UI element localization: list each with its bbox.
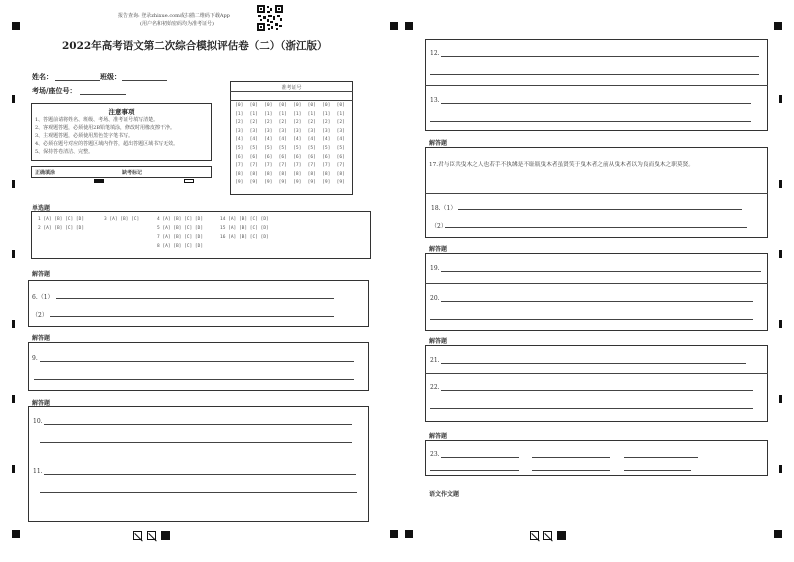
q20-divider <box>425 283 768 284</box>
exam-id-digit-bubble[interactable]: [6] <box>264 154 273 160</box>
exam-id-digit-bubble[interactable]: [7] <box>249 163 258 169</box>
timing-mark <box>779 465 782 473</box>
left-section-label-1: 解答题 <box>32 271 51 278</box>
q18-part2-label: （2） <box>431 223 447 230</box>
timing-mark <box>12 95 15 103</box>
notes-title: 注意事项 <box>108 108 135 116</box>
mc-question-row[interactable]: 16 [A] [B] [C] [D] <box>220 235 269 240</box>
q21-q22-answer-box[interactable] <box>425 345 768 422</box>
mc-section-label: 单选题 <box>32 205 51 212</box>
exam-id-digit-bubble[interactable]: [1] <box>278 111 287 117</box>
exam-id-digit-bubble[interactable]: [4] <box>249 137 258 143</box>
exam-id-digit-bubble[interactable]: [1] <box>293 111 302 117</box>
exam-id-digit-bubble[interactable]: [4] <box>307 137 316 143</box>
q6-part1-line[interactable] <box>56 298 334 299</box>
exam-id-digit-bubble[interactable]: [5] <box>336 145 345 151</box>
q18-part1-line[interactable] <box>458 209 742 210</box>
exam-id-digit-bubble[interactable]: [2] <box>264 120 273 126</box>
exam-id-digit-bubble[interactable]: [6] <box>307 154 316 160</box>
page-id-slash-mark <box>133 531 142 540</box>
exam-id-digit-bubble[interactable]: [0] <box>293 103 302 108</box>
mc-question-row[interactable]: 2 [A] [B] [C] [D] <box>38 226 85 231</box>
exam-id-column[interactable] <box>305 102 320 188</box>
q22-line-2[interactable] <box>430 408 753 409</box>
right-section-label-5: 语文作文题 <box>429 491 460 498</box>
exam-id-digit-bubble[interactable]: [5] <box>307 145 316 151</box>
room-label: 考场/座位号： <box>32 86 77 95</box>
exam-id-digit-bubble[interactable]: [5] <box>249 145 258 151</box>
exam-id-digit-bubble[interactable]: [7] <box>293 163 302 169</box>
notes-item-1: 1、答题前请将姓名、班级、考场、准考证号填写清楚。 <box>35 117 159 123</box>
page-id-slash-mark <box>543 531 552 540</box>
exam-id-column[interactable] <box>334 102 349 188</box>
absent-mark-box[interactable] <box>184 170 194 189</box>
exam-id-digit-bubble[interactable]: [5] <box>322 145 331 151</box>
exam-id-column[interactable] <box>232 102 247 188</box>
corner-mark-mid-left <box>390 22 398 30</box>
exam-id-digit-bubble[interactable]: [5] <box>235 145 244 151</box>
exam-id-digit-bubble[interactable]: [9] <box>293 180 302 186</box>
mc-question-row[interactable]: 3 [A] [B] [C] <box>104 217 140 222</box>
q23-blank-1[interactable] <box>441 457 519 458</box>
exam-id-digit-bubble[interactable]: [3] <box>235 128 244 134</box>
exam-id-column[interactable] <box>290 102 305 188</box>
exam-id-digit-bubble[interactable]: [9] <box>235 180 244 186</box>
right-section-label-3: 解答题 <box>429 338 448 345</box>
q6-part1-label: 6.（1） <box>32 294 54 301</box>
class-label: 班级： <box>100 72 121 81</box>
q21-line[interactable] <box>441 363 746 364</box>
mc-question-row[interactable]: 4 [A] [B] [C] [D] <box>157 217 204 222</box>
exam-id-digit-bubble[interactable]: [8] <box>336 171 345 177</box>
exam-id-digit-bubble[interactable]: [6] <box>278 154 287 160</box>
exam-id-digit-bubble[interactable]: [8] <box>307 171 316 177</box>
exam-id-digit-bubble[interactable]: [2] <box>322 120 331 126</box>
page-id-slash-mark <box>147 531 156 540</box>
exam-id-digit-bubble[interactable]: [7] <box>235 163 244 169</box>
exam-id-digit-bubble[interactable]: [3] <box>322 128 331 134</box>
corner-mark-mid-bottom-right <box>405 530 413 538</box>
exam-id-digit-bubble[interactable]: [3] <box>278 128 287 134</box>
notes-item-3: 3、主观题答题，必须使用黑色签字笔书写。 <box>35 133 134 139</box>
exam-id-digit-bubble[interactable]: [2] <box>336 120 345 126</box>
q12-line-2[interactable] <box>430 74 759 75</box>
exam-id-digit-bubble[interactable]: [2] <box>307 120 316 126</box>
exam-id-digit-bubble[interactable]: [6] <box>293 154 302 160</box>
exam-id-digit-bubble[interactable]: [7] <box>264 163 273 169</box>
timing-mark <box>12 320 15 328</box>
q13-line-2[interactable] <box>430 121 751 122</box>
q10-line-1[interactable] <box>44 424 352 425</box>
exam-id-digit-bubble[interactable]: [8] <box>264 171 273 177</box>
qr-code-icon <box>257 5 283 31</box>
report-notice-line1: 报告查询: 登录zhixue.com或扫描二维码下载App <box>118 13 230 19</box>
timing-mark <box>779 250 782 258</box>
page-id-slash-mark <box>530 531 539 540</box>
timing-mark <box>12 465 15 473</box>
exam-id-digit-bubble[interactable]: [8] <box>322 171 331 177</box>
exam-id-digit-bubble[interactable]: [0] <box>264 103 273 108</box>
exam-id-digit-bubble[interactable]: [3] <box>264 128 273 134</box>
exam-id-digit-bubble[interactable]: [4] <box>264 137 273 143</box>
exam-id-digit-bubble[interactable]: [6] <box>322 154 331 160</box>
fill-sample-box <box>31 166 212 178</box>
exam-id-digit-bubble[interactable]: [0] <box>249 103 258 108</box>
exam-id-digit-bubble[interactable]: [4] <box>278 137 287 143</box>
exam-id-digit-bubble[interactable]: [7] <box>322 163 331 169</box>
corner-mark-mid-right <box>405 22 413 30</box>
q11-line-1[interactable] <box>44 474 356 475</box>
exam-id-digit-bubble[interactable]: [8] <box>293 171 302 177</box>
right-section-label-2: 解答题 <box>429 246 448 253</box>
corner-mark-bottom-right <box>774 530 782 538</box>
exam-id-digit-bubble[interactable]: [0] <box>307 103 316 108</box>
q6-part2-line[interactable] <box>50 316 334 317</box>
exam-id-digit-bubble[interactable]: [8] <box>235 171 244 177</box>
exam-id-digit-bubble[interactable]: [1] <box>235 111 244 117</box>
exam-id-digit-bubble[interactable]: [6] <box>336 154 345 160</box>
room-field[interactable] <box>80 94 126 95</box>
exam-id-digit-bubble[interactable]: [1] <box>307 111 316 117</box>
q23-blank-2[interactable] <box>532 457 610 458</box>
notes-item-4: 4、必须在题号对应的答题区域内作答，超出答题区域书写无效。 <box>35 141 179 147</box>
mc-question-row[interactable]: 8 [A] [B] [C] [D] <box>157 244 204 249</box>
q11-line-2[interactable] <box>40 492 357 493</box>
report-notice-line2: (用户名和初始密码均为准考证号) <box>140 21 214 27</box>
exam-id-digit-bubble[interactable]: [9] <box>336 180 345 186</box>
q9-label: 9. <box>32 355 38 362</box>
exam-id-digit-bubble[interactable]: [0] <box>336 103 345 108</box>
left-section-label-2: 解答题 <box>32 335 51 342</box>
right-section-label-1: 解答题 <box>429 140 448 147</box>
q23-blank-6[interactable] <box>624 470 691 471</box>
exam-id-digit-bubble[interactable]: [1] <box>322 111 331 117</box>
exam-id-digit-bubble[interactable]: [1] <box>249 111 258 117</box>
exam-id-digit-bubble[interactable]: [5] <box>278 145 287 151</box>
exam-id-digit-bubble[interactable]: [5] <box>264 145 273 151</box>
exam-id-digit-bubble[interactable]: [9] <box>322 180 331 186</box>
name-field[interactable] <box>55 80 100 81</box>
q13-line-1[interactable] <box>441 103 751 104</box>
exam-id-column[interactable] <box>276 102 291 188</box>
exam-id-digit-bubble[interactable]: [4] <box>235 137 244 143</box>
q23-label: 23. <box>430 451 440 458</box>
exam-id-digit-bubble[interactable]: [2] <box>278 120 287 126</box>
q19-label: 19. <box>430 265 440 272</box>
q12-label: 12. <box>430 50 440 57</box>
left-section-label-3: 解答题 <box>32 400 51 407</box>
q6-part2-label: （2） <box>32 312 48 319</box>
exam-id-digit-bubble[interactable]: [1] <box>264 111 273 117</box>
exam-id-digit-bubble[interactable]: [4] <box>336 137 345 143</box>
exam-id-title: 准考证号 <box>281 85 302 91</box>
exam-id-digit-bubble[interactable]: [9] <box>307 180 316 186</box>
exam-id-digit-bubble[interactable]: [6] <box>249 154 258 160</box>
exam-id-digit-bubble[interactable]: [3] <box>336 128 345 134</box>
exam-id-digit-bubble[interactable]: [3] <box>307 128 316 134</box>
timing-mark <box>12 180 15 188</box>
exam-id-column[interactable] <box>261 102 276 188</box>
exam-id-digit-bubble[interactable]: [4] <box>293 137 302 143</box>
q23-blank-4[interactable] <box>430 470 519 471</box>
q10-line-2[interactable] <box>40 442 352 443</box>
exam-id-digit-bubble[interactable]: [7] <box>307 163 316 169</box>
exam-id-digit-bubble[interactable]: [2] <box>235 120 244 126</box>
notes-box <box>31 103 212 161</box>
exam-id-digit-bubble[interactable]: [0] <box>278 103 287 108</box>
correct-fill-sample <box>94 170 104 189</box>
exam-id-digit-bubble[interactable]: [5] <box>293 145 302 151</box>
mc-question-row[interactable]: 14 [A] [B] [C] [D] <box>220 217 269 222</box>
exam-id-divider <box>230 91 353 92</box>
timing-mark <box>779 95 782 103</box>
q9-answer-box[interactable] <box>28 342 369 391</box>
exam-id-digit-bubble[interactable]: [7] <box>278 163 287 169</box>
q13-label: 13. <box>430 97 440 104</box>
exam-id-digit-bubble[interactable]: [9] <box>264 180 273 186</box>
q12-line-1[interactable] <box>441 56 759 57</box>
q18-part1-label: 18.（1） <box>431 205 457 212</box>
exam-id-column[interactable] <box>319 102 334 188</box>
timing-mark <box>779 395 782 403</box>
q20-label: 20. <box>430 295 440 302</box>
q13-divider <box>425 85 768 86</box>
exam-id-digit-bubble[interactable]: [6] <box>235 154 244 160</box>
exam-id-digit-bubble[interactable]: [4] <box>322 137 331 143</box>
exam-id-digit-bubble[interactable]: [3] <box>293 128 302 134</box>
absent-mark-label: 缺考标记 <box>122 170 143 176</box>
timing-mark <box>12 395 15 403</box>
corner-mark-bottom-left <box>12 530 20 538</box>
q11-label: 11. <box>33 468 43 475</box>
mc-question-row[interactable]: 5 [A] [B] [C] [D] <box>157 226 204 231</box>
page-title: 2022年高考语文第二次综合模拟评估卷（二）（浙江版） <box>62 40 328 52</box>
exam-id-digit-bubble[interactable]: [2] <box>249 120 258 126</box>
right-section-label-4: 解答题 <box>429 433 448 440</box>
corner-mark-top-left <box>12 22 20 30</box>
q23-blank-3[interactable] <box>624 457 698 458</box>
timing-mark <box>12 250 15 258</box>
notes-item-2: 2、客观题答题，必须使用2B铅笔填涂，修改时用橡皮擦干净。 <box>35 125 176 131</box>
exam-id-entry-row <box>230 100 353 101</box>
timing-mark <box>779 320 782 328</box>
exam-id-digit-bubble[interactable]: [9] <box>278 180 287 186</box>
q20-line-1[interactable] <box>441 301 753 302</box>
class-field[interactable] <box>122 80 167 81</box>
corner-mark-mid-bottom-left <box>390 530 398 538</box>
notes-item-5: 5、保持答卷清洁、完整。 <box>35 149 94 155</box>
exam-id-digit-bubble[interactable]: [2] <box>293 120 302 126</box>
q22-label: 22. <box>430 384 440 391</box>
exam-id-column[interactable] <box>247 102 262 188</box>
exam-id-digit-bubble[interactable]: [9] <box>249 180 258 186</box>
q18-divider <box>425 193 768 194</box>
exam-id-bubble-grid[interactable] <box>232 102 348 188</box>
q6-answer-box[interactable] <box>28 280 369 327</box>
q17-sentence: 17.君与臣共曳木之人也若手不执绋是不耻瓶曳木者虽贤笑于曳木者之前从曳木者以为良而曳木之职莫贤。 <box>429 162 694 168</box>
q9-line-2[interactable] <box>34 379 354 380</box>
page-id-solid-mark <box>161 531 170 540</box>
q22-line-1[interactable] <box>441 390 753 391</box>
q19-line[interactable] <box>441 271 761 272</box>
timing-mark <box>779 180 782 188</box>
mc-question-row[interactable]: 15 [A] [B] [C] [D] <box>220 226 269 231</box>
exam-id-digit-bubble[interactable]: [8] <box>278 171 287 177</box>
exam-id-digit-bubble[interactable]: [1] <box>336 111 345 117</box>
q22-divider <box>425 373 768 374</box>
q10-label: 10. <box>33 418 43 425</box>
q9-line-1[interactable] <box>40 361 354 362</box>
page-id-solid-mark <box>557 531 566 540</box>
q18-part2-line[interactable] <box>445 227 747 228</box>
exam-id-digit-bubble[interactable]: [8] <box>249 171 258 177</box>
exam-id-digit-bubble[interactable]: [7] <box>336 163 345 169</box>
correct-fill-label: 正确填涂 <box>35 170 56 176</box>
exam-id-digit-bubble[interactable]: [0] <box>322 103 331 108</box>
corner-mark-top-right <box>774 22 782 30</box>
name-label: 姓名： <box>32 72 53 81</box>
q23-blank-5[interactable] <box>532 470 610 471</box>
exam-id-digit-bubble[interactable]: [0] <box>235 103 244 108</box>
mc-question-row[interactable]: 7 [A] [B] [C] [D] <box>157 235 204 240</box>
exam-id-digit-bubble[interactable]: [3] <box>249 128 258 134</box>
q20-line-2[interactable] <box>430 319 753 320</box>
q21-label: 21. <box>430 357 440 364</box>
mc-question-row[interactable]: 1 [A] [B] [C] [D] <box>38 217 85 222</box>
